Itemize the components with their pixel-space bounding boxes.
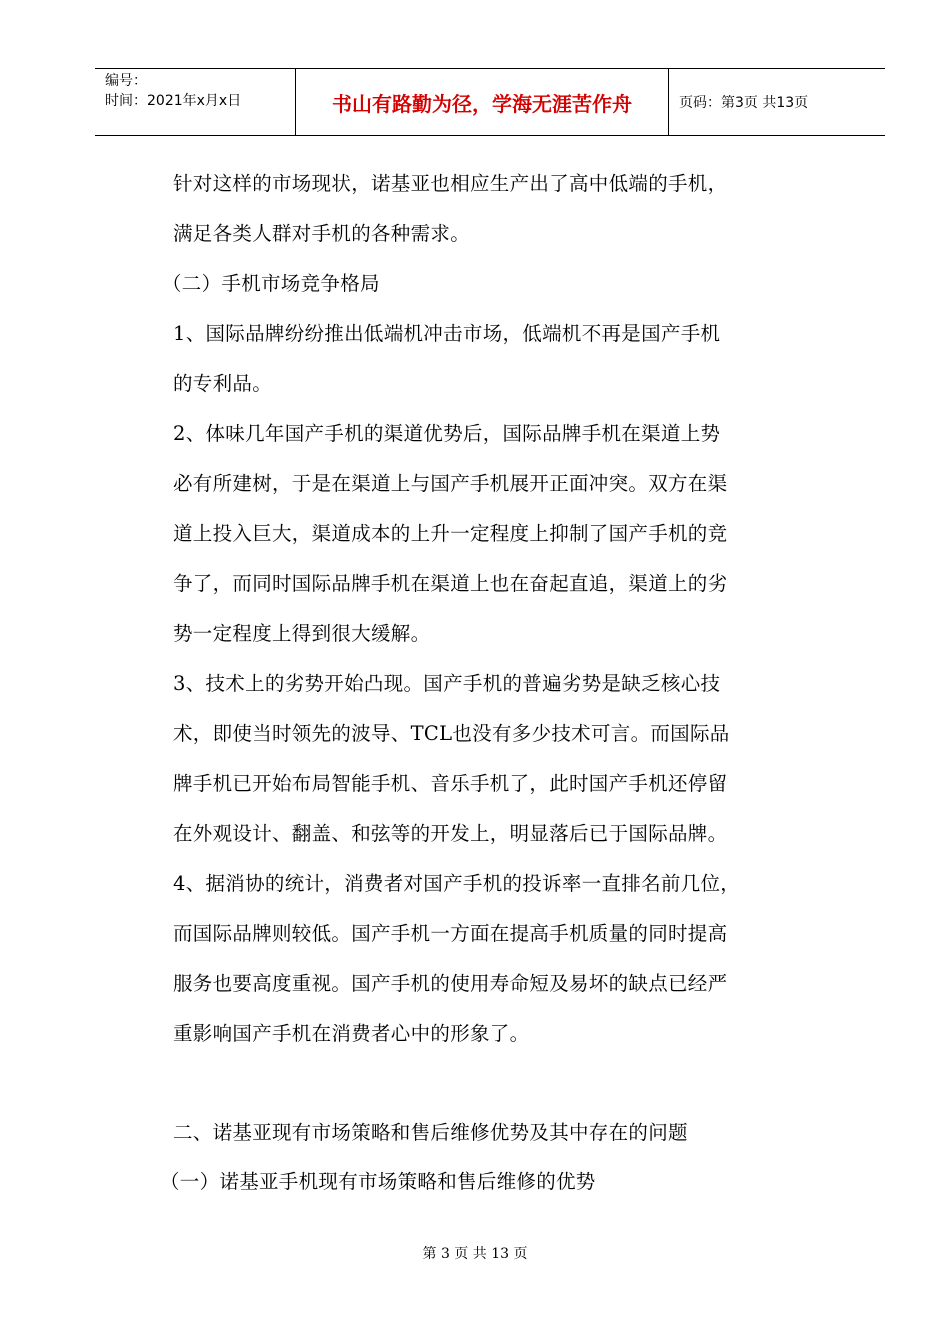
body-line: 必有所建树，于是在渠道上与国产手机展开正面冲突。双方在渠 [173,472,728,495]
document-number-label: 编号： [105,73,147,89]
body-line: 在外观设计、翻盖、和弦等的开发上，明显落后已于国际品牌。 [173,822,728,845]
chapter-heading: 二、诺基亚现有市场策略和售后维修优势及其中存在的问题 [173,1121,688,1144]
body-line: 的专利品。 [173,372,273,395]
section-heading: （二）手机市场竞争格局 [162,272,380,295]
body-line: 而国际品牌则较低。国产手机一方面在提高手机质量的同时提高 [173,922,728,945]
header-meta-cell [95,69,296,135]
body-line: 1、国际品牌纷纷推出低端机冲击市场，低端机不再是国产手机 [173,322,721,345]
body-line: 牌手机已开始布局智能手机、音乐手机了，此时国产手机还停留 [173,772,728,795]
body-line: 4、据消协的统计，消费者对国产手机的投诉率一直排名前几位， [173,872,741,895]
document-date: 时间：2021年x月x日 [105,93,242,109]
page-footer: 第 3 页 共 13 页 [422,1246,528,1262]
header-motto-cell [296,69,669,135]
body-line: 针对这样的市场现状，诺基亚也相应生产出了高中低端的手机， [173,172,728,195]
body-line: 满足各类人群对手机的各种需求。 [173,222,471,245]
body-line: 2、体味几年国产手机的渠道优势后，国际品牌手机在渠道上势 [173,422,721,445]
body-line: 争了，而同时国际品牌手机在渠道上也在奋起直追，渠道上的劣 [173,572,728,595]
body-line: 3、技术上的劣势开始凸现。国产手机的普遍劣势是缺乏核心技 [173,672,721,695]
body-line: 道上投入巨大，渠道成本的上升一定程度上抑制了国产手机的竞 [173,522,728,545]
section-heading: （一）诺基亚手机现有市场策略和售后维修的优势 [160,1170,596,1193]
body-line: 重影响国产手机在消费者心中的形象了。 [173,1022,530,1045]
body-line: 术，即使当时领先的波导、TCL也没有多少技术可言。而国际品 [173,722,730,745]
header-table [95,68,885,136]
body-line: 服务也要高度重视。国产手机的使用寿命短及易坏的缺点已经严 [173,972,728,995]
body-line: 势一定程度上得到很大缓解。 [173,622,431,645]
header-page-number: 页码：第3页 共13页 [679,95,809,111]
header-motto: 书山有路勤为径，学海无涯苦作舟 [332,92,632,116]
header-page-cell [669,69,885,135]
